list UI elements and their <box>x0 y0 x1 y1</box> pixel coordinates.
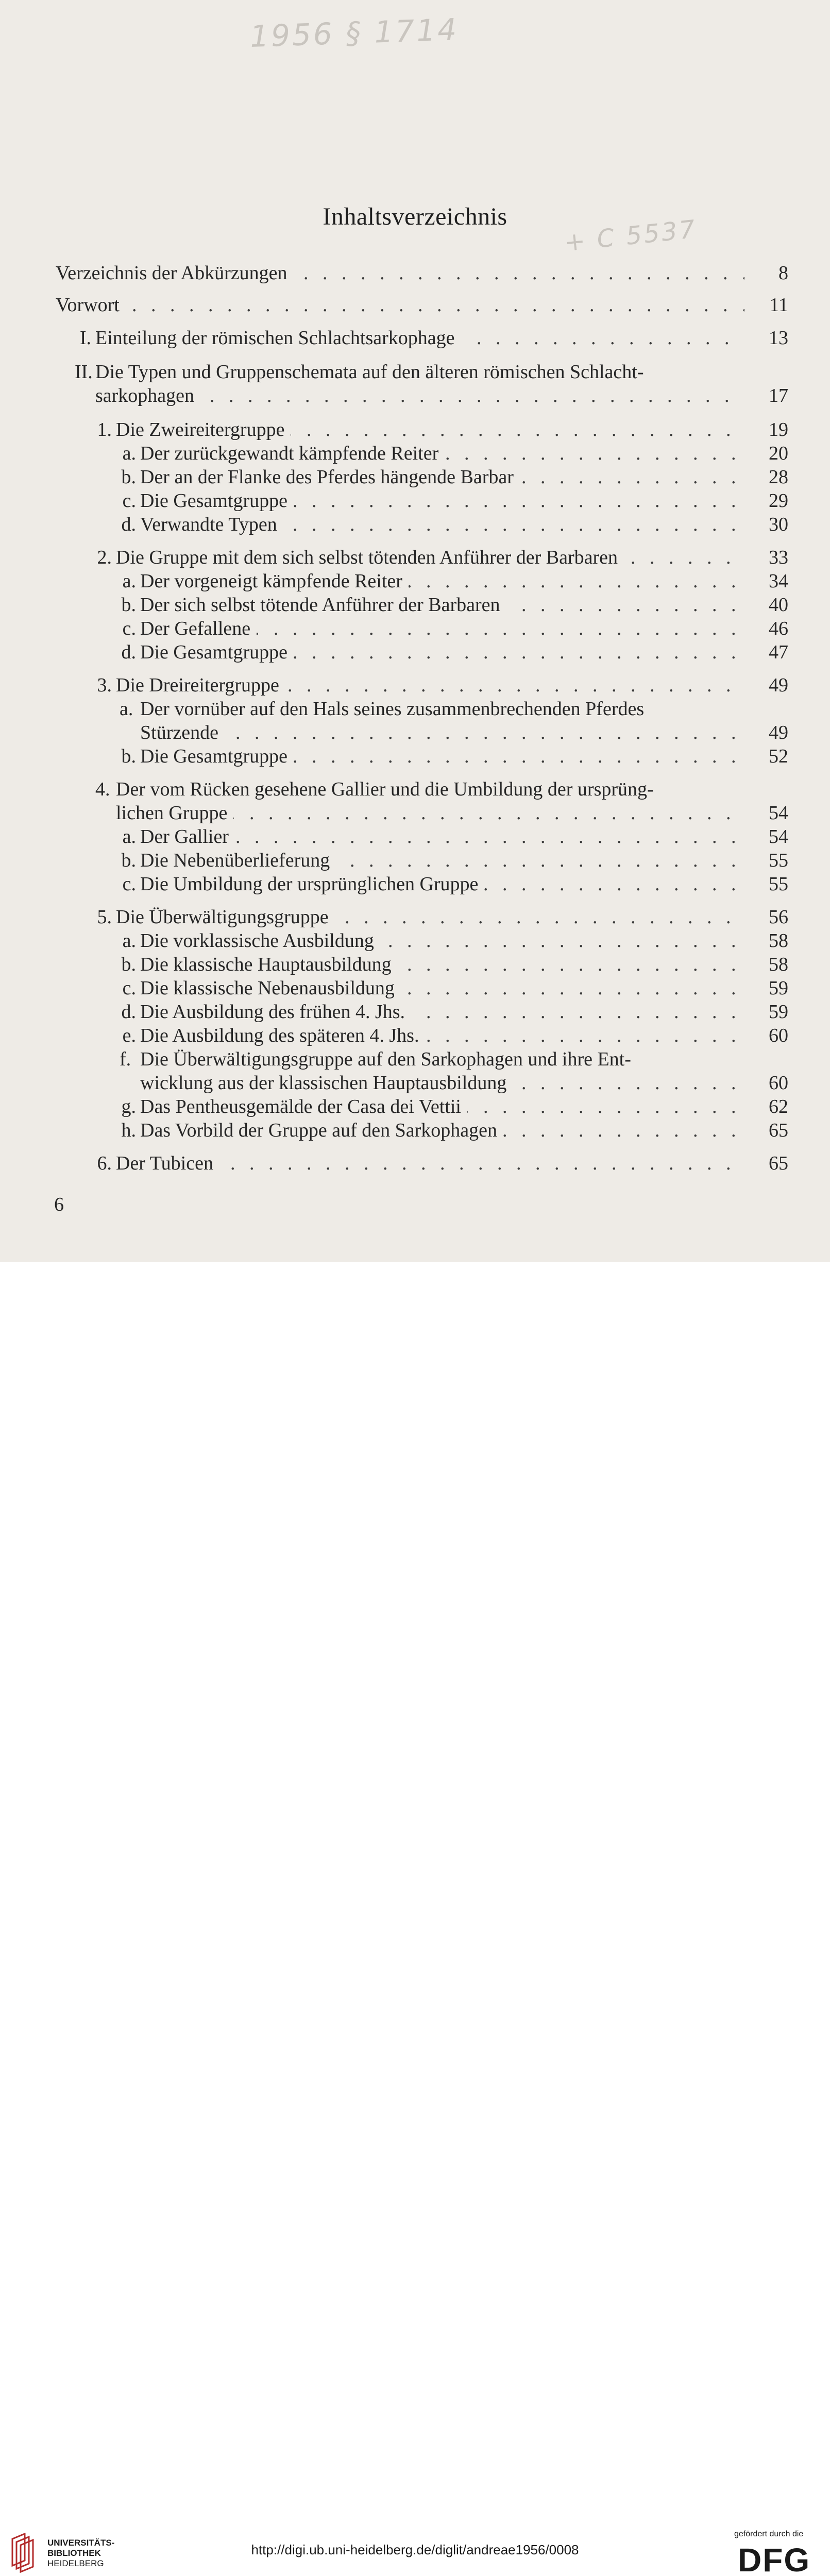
toc-entry-label: Der Gallier <box>140 826 235 848</box>
toc-entry-number: b. <box>121 954 136 975</box>
toc-entry-label: Der vom Rücken gesehene Gallier und die Umbildung der ursprüng- <box>116 778 654 800</box>
toc-entry <box>120 641 788 664</box>
toc-entry-leader <box>140 953 744 976</box>
toc-entry <box>95 674 788 697</box>
toc-entry-label: Der sich selbst tötende Anführer der Barbaren <box>140 594 506 616</box>
toc-entry <box>120 825 788 848</box>
toc-entry-number: 3. <box>97 674 112 696</box>
toc-entry <box>56 262 788 284</box>
toc-entry-page: 19 <box>769 419 788 440</box>
toc-entry-leader <box>140 617 744 640</box>
toc-entry-page: 40 <box>769 594 788 616</box>
toc-entry-number: 4. <box>95 778 110 800</box>
toc-entry-leader <box>140 570 744 592</box>
toc-entry-page: 55 <box>769 873 788 895</box>
toc-entry-page: 13 <box>769 327 788 349</box>
toc-entry <box>120 1024 788 1047</box>
toc-entry <box>120 1072 788 1094</box>
toc-entry-label: Die klassische Hauptausbildung <box>140 954 398 975</box>
toc-entry-page: 33 <box>769 547 788 568</box>
toc-entry-number: d. <box>121 641 136 663</box>
toc-entry-label: Die Nebenüberlieferung <box>140 850 336 871</box>
toc-entry-page: 60 <box>769 1072 788 1094</box>
toc-entry-page: 58 <box>769 930 788 952</box>
toc-entry <box>120 849 788 872</box>
footer-bar <box>0 1262 830 2576</box>
toc-entry-page: 47 <box>769 641 788 663</box>
toc-entry-leader <box>140 825 744 848</box>
toc-entry-label: Der Gefallene <box>140 618 257 639</box>
toc-entry-number-row <box>120 698 133 720</box>
toc-entry-label: Der vorgeneigt kämpfende Reiter <box>140 570 409 592</box>
toc-entry-page: 54 <box>769 826 788 848</box>
toc-entry <box>95 1152 788 1175</box>
toc-entry-page: 65 <box>769 1153 788 1174</box>
toc-entry-number: II. <box>75 361 93 383</box>
toc-entry-page: 52 <box>769 745 788 767</box>
toc-entry-label: Die Dreireitergruppe <box>116 674 285 696</box>
toc-entry <box>75 327 788 349</box>
toc-entry-label: Einteilung der römischen Schlachtsarkophage <box>95 327 461 349</box>
toc-entry-leader <box>140 466 744 488</box>
toc-entry <box>120 929 788 952</box>
toc-entry <box>120 513 788 536</box>
toc-entry-label: Das Vorbild der Gruppe auf den Sarkophagen <box>140 1120 503 1141</box>
toc-entry-page: 28 <box>769 466 788 488</box>
toc-entry-number: e. <box>122 1025 136 1046</box>
toc-entry-leader <box>116 674 744 697</box>
toc-entry-number: a. <box>122 826 136 848</box>
toc-entry-page: 8 <box>778 262 788 284</box>
toc-entry-leader <box>140 594 744 616</box>
toc-entry-page: 49 <box>769 722 788 743</box>
toc-entry <box>120 442 788 465</box>
toc-entry-leader <box>56 294 744 316</box>
library-name-line3: HEIDELBERG <box>47 2558 104 2568</box>
toc-entry-label: Die Gruppe mit dem sich selbst tötenden Anführer der Barbaren <box>116 547 624 568</box>
toc-entry-leader <box>140 721 744 744</box>
toc-entry <box>120 873 788 895</box>
toc-entry-number: 2. <box>97 547 112 568</box>
toc-entry-page: 58 <box>769 954 788 975</box>
toc-entry-page: 30 <box>769 514 788 535</box>
toc-entry-page: 11 <box>769 294 788 316</box>
toc-entry-number-row <box>120 1048 131 1071</box>
toc-entry-label: Die Überwältigungsgruppe auf den Sarkophagen und ihre Ent- <box>140 1048 631 1070</box>
toc-entry-label: Der Tubicen <box>116 1153 219 1174</box>
toc-entry-continuation: sarkophagen <box>95 385 200 406</box>
toc-entry-leader <box>140 849 744 872</box>
toc-entry-label: Vorwort <box>56 294 126 316</box>
toc-entry-number: 5. <box>97 906 112 928</box>
page-number: 6 <box>54 1194 64 1215</box>
toc-entry-number: I. <box>79 327 91 349</box>
toc-entry-label: Die Gesamtgruppe <box>140 490 294 512</box>
toc-entry-page: 46 <box>769 618 788 639</box>
toc-entry-number: 6. <box>97 1153 112 1174</box>
toc-entry <box>95 906 788 928</box>
toc-entry-label: Die Zweireitergruppe <box>116 419 291 440</box>
toc-entry-leader <box>140 442 744 465</box>
toc-entry-label: Die Typen und Gruppenschemata auf den älteren römischen Schlacht- <box>95 361 644 383</box>
toc-entry-number: a. <box>122 570 136 592</box>
toc-entry <box>120 977 788 999</box>
toc-entry-number: 1. <box>97 419 112 440</box>
toc-entry-leader <box>140 641 744 664</box>
toc-entry-label: Die Gesamtgruppe <box>140 641 294 663</box>
toc-entry-page: 49 <box>769 674 788 696</box>
toc-entry-label: Verzeichnis der Abkürzungen <box>56 262 294 284</box>
toc-entry-number: c. <box>122 873 136 895</box>
toc-entry-number: a. <box>120 698 133 720</box>
toc-entry <box>120 745 788 768</box>
toc-entry <box>120 1001 788 1023</box>
toc-entry-label: Die Umbildung der ursprünglichen Gruppe <box>140 873 484 895</box>
toc-entry-number: b. <box>121 466 136 488</box>
toc-entry-leader <box>140 1119 744 1142</box>
toc-entry-label: Die klassische Nebenausbildung <box>140 977 401 999</box>
toc-entry-continuation: wicklung aus der klassischen Hauptausbildung <box>140 1072 513 1094</box>
table-of-contents <box>0 0 830 1262</box>
toc-entry-leader <box>140 1095 744 1118</box>
toc-entry-leader <box>140 513 744 536</box>
toc-entry-continuation: Stürzende <box>140 722 225 743</box>
toc-entry-number: g. <box>121 1096 136 1117</box>
pencil-annotation: + C 5537 <box>563 214 699 258</box>
toc-entry-leader <box>116 906 744 928</box>
toc-entry <box>95 802 788 824</box>
toc-entry-number: c. <box>122 618 136 639</box>
toc-entry-leader <box>140 873 744 895</box>
toc-entry <box>120 1119 788 1142</box>
toc-entry-number: f. <box>120 1048 131 1070</box>
toc-entry-label: Der vornüber auf den Hals seines zusammenbrechenden Pferdes <box>140 698 645 720</box>
toc-entry-page: 59 <box>769 977 788 999</box>
dfg-logo: DFG <box>738 2541 811 2576</box>
toc-entry-number: d. <box>121 514 136 535</box>
toc-entry-leader <box>140 1001 744 1023</box>
toc-entry <box>120 721 788 744</box>
toc-entry <box>120 617 788 640</box>
toc-title: Inhaltsverzeichnis <box>323 203 507 230</box>
toc-entry-leader <box>140 489 744 512</box>
toc-entry-continuation: lichen Gruppe <box>116 802 233 824</box>
toc-entry-leader <box>116 546 744 569</box>
toc-entry-number: b. <box>121 745 136 767</box>
toc-entry-page: 65 <box>769 1120 788 1141</box>
toc-entry-label: Die Gesamtgruppe <box>140 745 294 767</box>
toc-entry <box>120 1095 788 1118</box>
toc-entry-leader <box>56 262 744 284</box>
toc-entry-leader <box>140 745 744 768</box>
toc-entry-leader <box>95 384 744 407</box>
toc-entry <box>120 594 788 616</box>
toc-entry-leader <box>116 802 744 824</box>
toc-entry <box>120 489 788 512</box>
toc-entry-number: b. <box>121 850 136 871</box>
toc-entry-number-row <box>75 361 93 383</box>
toc-entry-number: b. <box>121 594 136 616</box>
toc-entry-number-row <box>95 778 110 801</box>
toc-entry-number: a. <box>122 930 136 952</box>
library-name-line2: BIBLIOTHEK <box>47 2548 101 2558</box>
toc-entry-leader <box>140 1072 744 1094</box>
toc-entry-page: 62 <box>769 1096 788 1117</box>
toc-entry-page: 20 <box>769 443 788 464</box>
toc-entry-page: 55 <box>769 850 788 871</box>
toc-entry-page: 29 <box>769 490 788 512</box>
toc-entry-leader <box>116 418 744 441</box>
toc-entry <box>120 570 788 592</box>
toc-entry-label: Der zurückgewandt kämpfende Reiter <box>140 443 445 464</box>
pencil-shelfmark: 1956 § 1714 <box>249 11 460 55</box>
scanned-page <box>0 0 830 1262</box>
toc-entry-leader <box>140 977 744 999</box>
library-name-line1: UNIVERSITÄTS- <box>47 2538 115 2548</box>
funding-note: gefördert durch die <box>734 2530 804 2538</box>
toc-entry-number: a. <box>122 443 136 464</box>
toc-entry-page: 54 <box>769 802 788 824</box>
toc-entry-page: 34 <box>769 570 788 592</box>
toc-entry-number: c. <box>122 977 136 999</box>
toc-entry <box>75 384 788 407</box>
toc-entry-leader <box>140 929 744 952</box>
toc-entry-label: Die Ausbildung des frühen 4. Jhs. <box>140 1001 411 1023</box>
toc-entry-label: Das Pentheusgemälde der Casa dei Vettii <box>140 1096 467 1117</box>
toc-entry-number: h. <box>121 1120 136 1141</box>
toc-entry-label: Verwandte Typen <box>140 514 283 535</box>
toc-entry <box>95 546 788 569</box>
toc-entry <box>95 418 788 441</box>
toc-entry-page: 59 <box>769 1001 788 1023</box>
toc-entry-label: Der an der Flanke des Pferdes hängende Barbar <box>140 466 520 488</box>
toc-entry-page: 60 <box>769 1025 788 1046</box>
toc-entry-label: Die Ausbildung des späteren 4. Jhs. <box>140 1025 425 1046</box>
toc-entry <box>56 294 788 316</box>
permalink-url[interactable]: http://digi.ub.uni-heidelberg.de/diglit/andreae1956/0008 <box>251 2542 579 2557</box>
toc-entry-page: 56 <box>769 906 788 928</box>
toc-entry-page: 17 <box>769 385 788 406</box>
toc-entry-number: d. <box>121 1001 136 1023</box>
toc-entry-leader <box>116 1152 744 1175</box>
toc-entry-leader <box>140 1024 744 1047</box>
toc-entry-label: Die Überwältigungsgruppe <box>116 906 335 928</box>
toc-entry-number: c. <box>122 490 136 512</box>
toc-entry-label: Die vorklassische Ausbildung <box>140 930 380 952</box>
toc-entry <box>120 953 788 976</box>
toc-entry-leader <box>95 327 744 349</box>
toc-entry <box>120 466 788 488</box>
